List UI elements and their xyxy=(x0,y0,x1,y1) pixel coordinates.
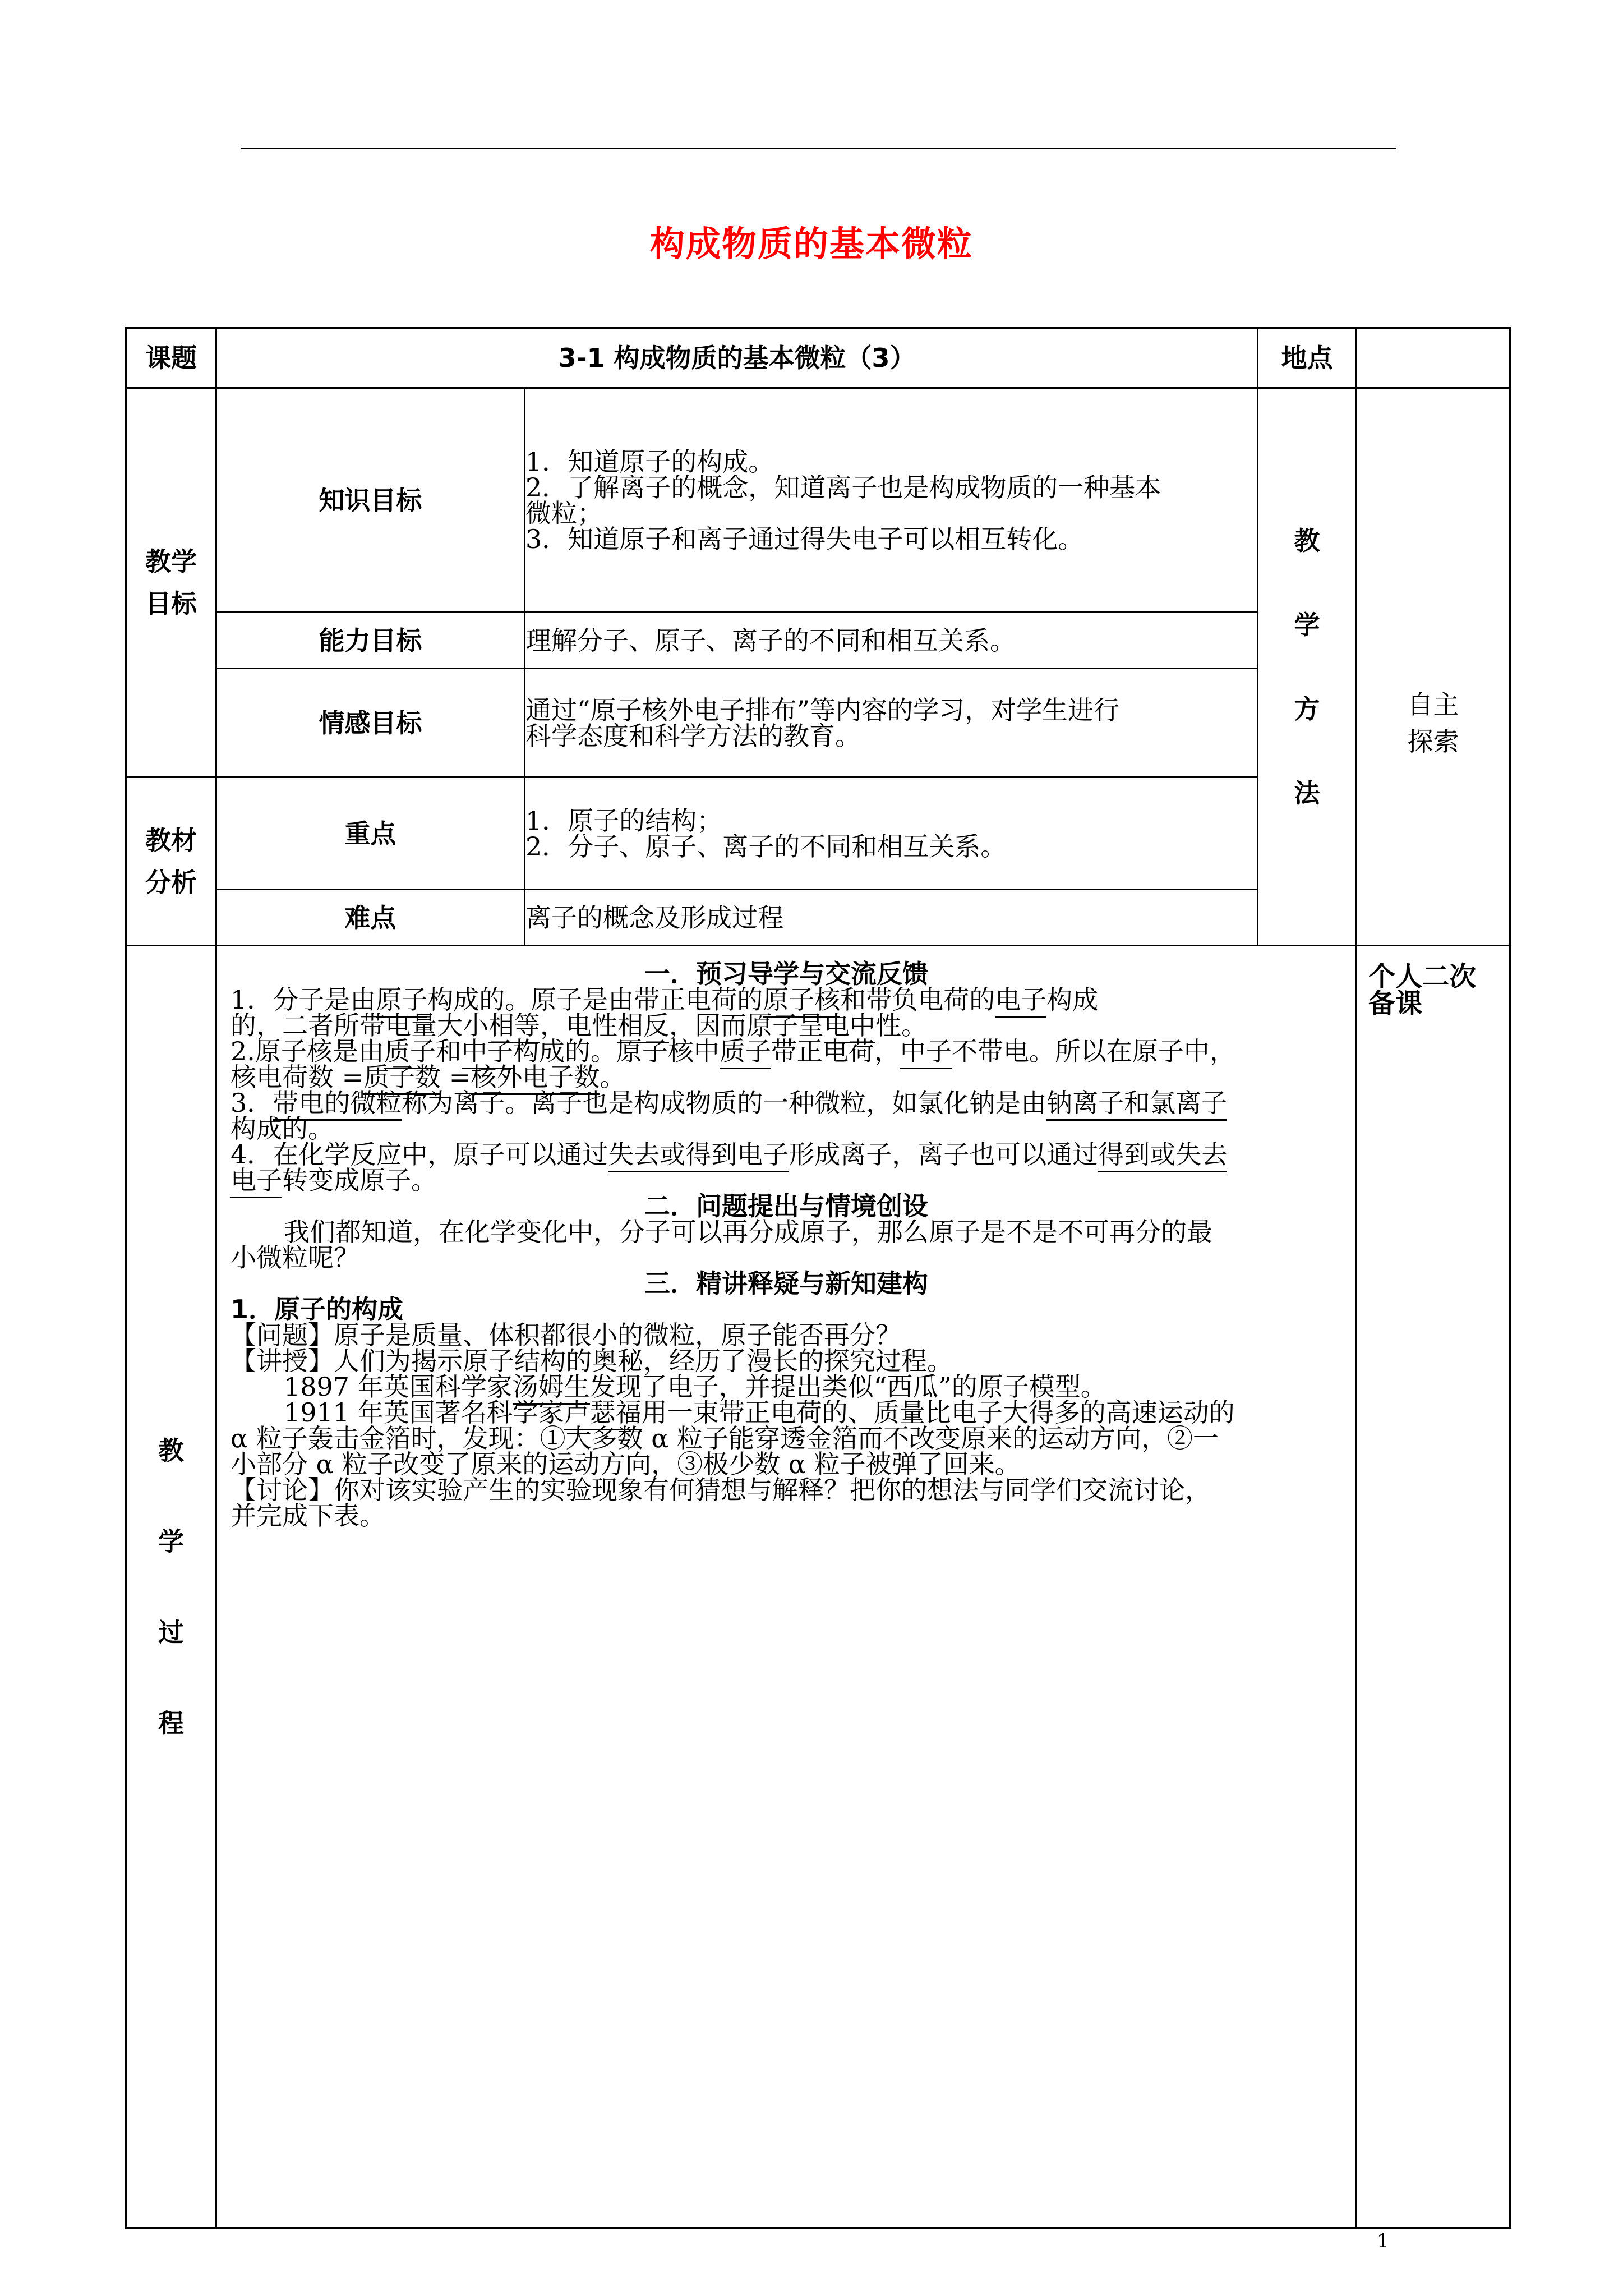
preview-item-1-cont: 的，二者所带电量大小相等，电性相反，因而原子呈电中性。 xyxy=(230,1013,1342,1038)
key-point-label: 重点 xyxy=(216,777,525,890)
knowledge-goal-text: 1．知道原子的构成。 2．了解离子的概念，知道离子也是构成物质的一种基本 微粒； 3．知道原子和离子通过得失电子可以相互转化。 xyxy=(525,388,1258,613)
discussion-line-cont: 并完成下表。 xyxy=(230,1501,385,1531)
preview-item-4-cont: 电子转变成原子。 xyxy=(230,1167,1342,1193)
material-analysis-label: 教材 分析 xyxy=(126,777,216,946)
topic-label: 课题 xyxy=(126,328,216,388)
ability-goal-label: 能力目标 xyxy=(216,613,525,669)
knowledge-goal-label: 知识目标 xyxy=(216,388,525,613)
teaching-goals-label: 教学 目标 xyxy=(126,388,216,777)
header-rule xyxy=(241,148,1396,149)
emotion-goal-text: 通过“原子核外电子排布”等内容的学习，对学生进行 科学态度和科学方法的教育。 xyxy=(525,669,1258,777)
personal-notes-cell[interactable] xyxy=(1357,946,1510,2228)
topic-row xyxy=(126,328,1510,388)
lesson-plan-table xyxy=(125,327,1511,2229)
key-point-text: 1．原子的结构； 2．分子、原子、离子的不同和相互关系。 xyxy=(525,777,1258,890)
discussion-line: 【讨论】你对该实验产生的实验现象有何猜想与解释？把你的想法与同学们交流讨论， xyxy=(230,1475,1211,1505)
emotion-goal-label: 情感目标 xyxy=(216,669,525,777)
section-1-title: 一．预习导学与交流反馈 xyxy=(644,959,928,989)
question-line: 【问题】原子是质量、体积都很小的微粒，原子能否再分？ xyxy=(230,1320,901,1350)
preview-item-3: 3．带电的微粒称为离子。离子也是构成物质的一种微粒，如氯化钠是由钠离子和氯离子 xyxy=(230,1090,1342,1116)
difficult-point-text: 离子的概念及形成过程 xyxy=(525,890,1258,946)
teaching-process-label: 教 学 过 程 xyxy=(126,946,216,2228)
preview-item-1: 1．分子是由原子构成的。原子是由带正电荷的原子核和带负电荷的电子构成 xyxy=(230,987,1342,1013)
lecture-line: 【讲授】人们为揭示原子结构的奥秘，经历了漫长的探究过程。 xyxy=(230,1346,953,1376)
atom-structure-subtitle: 1．原子的构成 xyxy=(230,1294,404,1324)
process-row xyxy=(126,946,1510,2228)
history-1911: 1911 年英国著名科学家卢瑟福用一束带正电荷的、质量比电子大得多的高速运动的 xyxy=(230,1400,1342,1425)
page-number: 1 xyxy=(1377,2230,1389,2252)
preview-item-2-cont: 核电荷数 =质子数 =核外电子数。 xyxy=(230,1064,1342,1090)
place-label: 地点 xyxy=(1258,328,1357,388)
place-value[interactable] xyxy=(1357,328,1510,388)
ability-goal-text: 理解分子、原子、离子的不同和相互关系。 xyxy=(525,613,1258,669)
topic-value: 3-1 构成物质的基本微粒（3） xyxy=(216,328,1258,388)
section-3-title: 三．精讲释疑与新知建构 xyxy=(644,1268,928,1299)
teaching-method-value: 自主 探索 xyxy=(1357,388,1510,946)
preview-item-2: 2.原子核是由质子和中子构成的。原子核中质子带正电荷，中子不带电。所以在原子中， xyxy=(230,1038,1342,1064)
situation-text-cont: 小微粒呢？ xyxy=(230,1243,359,1273)
personal-notes-label: 个人二次 备课 xyxy=(1368,961,1477,1019)
knowledge-goal-row xyxy=(126,388,1510,613)
difficult-point-label: 难点 xyxy=(216,890,525,946)
history-1897: 1897 年英国科学家汤姆生发现了电子，并提出类似“西瓜”的原子模型。 xyxy=(230,1374,1342,1400)
preview-item-4: 4．在化学反应中，原子可以通过失去或得到电子形成离子，离子也可以通过得到或失去 xyxy=(230,1142,1342,1167)
history-1911-cont-1: α 粒子轰击金箔时，发现：①大多数 α 粒子能穿透金箔而不改变原来的运动方向，②一 xyxy=(230,1423,1219,1453)
section-2-title: 二．问题提出与情境创设 xyxy=(644,1191,928,1221)
history-1911-cont-2: 小部分 α 粒子改变了原来的运动方向，③极少数 α 粒子被弹了回来。 xyxy=(230,1449,1021,1479)
teaching-method-label: 教 学 方 法 xyxy=(1258,388,1357,946)
page-title: 构成物质的基本微粒 xyxy=(649,223,973,264)
preview-item-3-cont: 构成的。 xyxy=(230,1114,334,1144)
situation-text: 我们都知道，在化学变化中，分子可以再分成原子，那么原子是不是不可再分的最 xyxy=(284,1217,1212,1247)
teaching-process-content xyxy=(216,946,1357,2228)
